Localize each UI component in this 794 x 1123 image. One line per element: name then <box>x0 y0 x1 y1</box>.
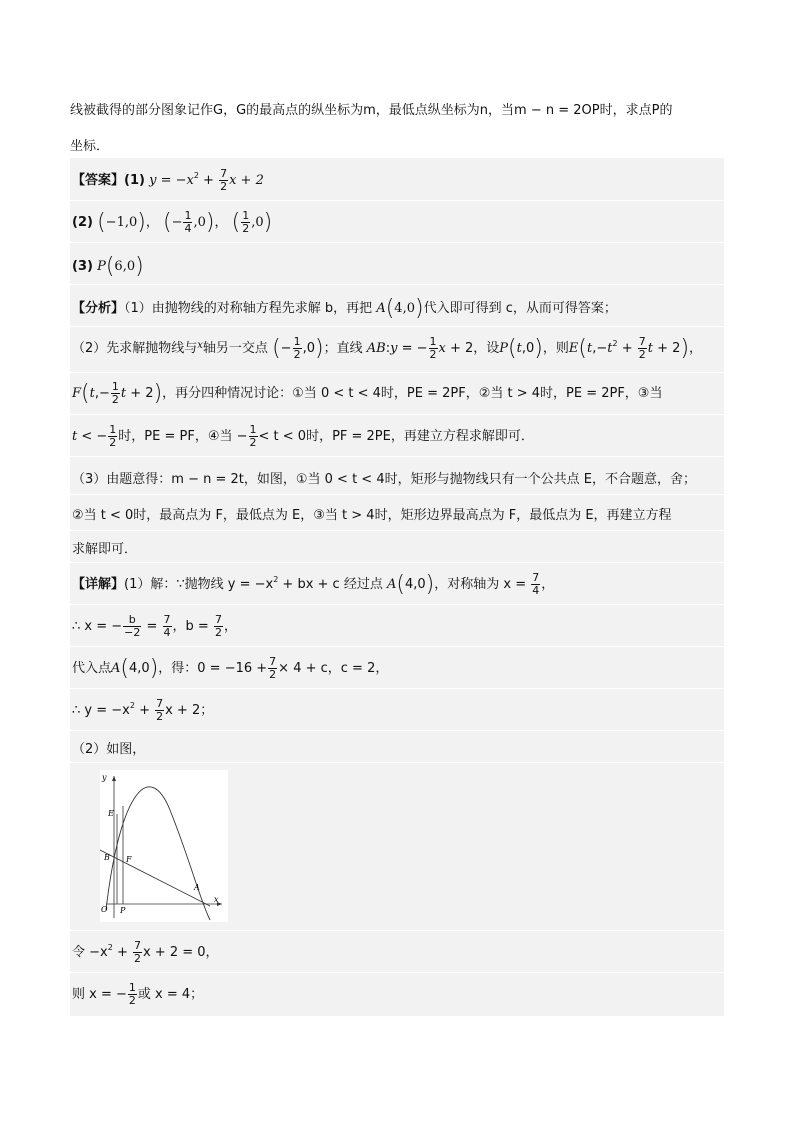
answer-line-2: (2) (−1,0)， (− $\frac{1}{4}$ ,0)， ( $\frac{1}{2}$ ,0) <box>72 209 273 235</box>
parabola-curve <box>106 787 210 920</box>
answer-label: 【答案】 <box>72 173 125 188</box>
detail-text: 则 x = − <box>72 987 127 1002</box>
divider <box>70 284 724 285</box>
analysis-line-4: t < − $\frac{1}{2}$ 时，PE = PF，④当 − $\frac{1}{2}$ < t < 0时，PF = 2PE，再建立方程求解即可． <box>72 423 534 449</box>
point-p: P <box>97 259 106 274</box>
answer-line-3: (3) P(6,0) <box>72 254 144 279</box>
divider <box>70 646 724 647</box>
point-p-value: 6,0 <box>114 259 136 274</box>
divider <box>70 972 724 973</box>
analysis-text: 代入即可得到 c，从而可得答案； <box>423 301 617 316</box>
detail-text: + bx + c 经过点 <box>278 577 383 592</box>
analysis-text: 时，PE = PF，④当 <box>118 429 233 444</box>
divider <box>70 762 724 763</box>
analysis-text: 轴另一交点 <box>202 341 268 356</box>
answer-1-expr-tail: x + 2 <box>229 173 264 188</box>
analysis-text: 设 <box>486 341 500 356</box>
label-y: y <box>102 773 107 782</box>
detail-line-1: 【详解】(1）解：∵抛物线 $y = -x^2$ + bx + c 经过点 A(4,0)，对称轴为 x = $\frac{7}{4}$ ， <box>72 571 555 597</box>
divider <box>70 688 724 689</box>
label-p: P <box>120 906 126 915</box>
divider <box>70 604 724 605</box>
detail-text: ∴ x = − <box>72 619 123 634</box>
divider <box>70 414 724 415</box>
detail-text: (1）解：∵抛物线 y = −x <box>124 577 274 592</box>
divider <box>70 730 724 731</box>
label-b: B <box>104 853 110 862</box>
parabola-graph <box>100 770 228 922</box>
analysis-line-6: ②当 t < 0时，最高点为 F，最低点为 E，③当 t > 4时，矩形边界最高点为 F，最低点为 E，再建立方程 <box>72 508 672 523</box>
detail-line-7: 则 x = − $\frac{1}{2}$ 或 x = 4； <box>72 981 204 1007</box>
divider <box>70 326 724 327</box>
detail-text: ∴ y = −x <box>72 703 130 718</box>
question-line-1: 线被截得的部分图象记作G，G的最高点的纵坐标为m，最低点纵坐标为n，当m − n = 2OP时，求点P的 <box>70 103 673 118</box>
divider <box>70 242 724 243</box>
detail-text: × 4 + c，c = 2， <box>278 661 389 676</box>
part-1-label: (1) <box>124 173 145 188</box>
analysis-text: （1）由抛物线的对称轴方程先求解 b，再把 <box>124 301 373 316</box>
label-a: A <box>194 883 200 892</box>
analysis-label: 【分析】 <box>72 301 125 316</box>
divider <box>70 456 724 457</box>
point-1: −1,0 <box>105 215 138 230</box>
point-3-tail: ,0 <box>251 215 264 230</box>
detail-text: 代入点 <box>72 661 112 676</box>
divider <box>70 494 724 495</box>
label-f: F <box>126 855 132 864</box>
divider <box>70 372 724 373</box>
analysis-text: 则 <box>555 341 569 356</box>
line-ab: AB <box>366 341 386 356</box>
detail-line-5: （2）如图， <box>72 742 146 757</box>
answer-line-1: 【答案】(1) $y = -x^2$ + $\frac{7}{2}$ x + 2 <box>72 167 264 193</box>
minus-sign: − <box>171 215 183 230</box>
divider <box>70 562 724 563</box>
detail-text: x + 2； <box>165 703 214 718</box>
question-text-2 <box>70 134 724 159</box>
detail-text: ，b = <box>172 619 209 634</box>
detail-text: x + 2 = 0， <box>142 945 219 960</box>
analysis-text: （2）先求解抛物线与 <box>72 341 198 356</box>
analysis-text: < t < 0时，PF = 2PE，再建立方程求解即可． <box>258 429 534 444</box>
part-3-label: (3) <box>72 259 93 274</box>
detail-text: ，得：0 = −16 + <box>158 661 268 676</box>
analysis-line-7: 求解即可． <box>72 542 138 557</box>
fraction: $\frac{7}{2}$ <box>220 167 228 193</box>
y-axis-arrow <box>112 776 116 781</box>
detail-text: 令 −x <box>72 945 108 960</box>
point-a-value: 4,0 <box>394 301 415 316</box>
part-2-label: (2) <box>72 215 93 230</box>
answer-1-expr: y = −x <box>149 173 194 188</box>
detail-label: 【详解】 <box>72 577 125 592</box>
point-a: A <box>376 301 386 316</box>
detail-line-6: 令 $-x^2$ + $\frac{7}{2}$ x + 2 = 0， <box>72 939 219 965</box>
detail-line-4: ∴ $y = -x^2$ + $\frac{7}{2}$ x + 2； <box>72 697 214 723</box>
parabola-figure <box>100 770 228 922</box>
analysis-line-1: 【分析】（1）由抛物线的对称轴方程先求解 b，再把 A(4,0)代入即可得到 c，从而可得答案； <box>72 296 617 321</box>
label-o: O <box>101 905 108 914</box>
question-line-2: 坐标． <box>70 139 110 154</box>
detail-text: ，对称轴为 x = <box>434 577 527 592</box>
divider <box>70 530 724 531</box>
detail-line-3: 代入点A(4,0)，得：0 = −16 + $\frac{7}{2}$ × 4 + c，c = 2， <box>72 655 389 681</box>
detail-text: 或 x = 4； <box>137 987 204 1002</box>
x-symbol: x <box>197 340 203 351</box>
question-text <box>70 98 724 123</box>
analysis-text: ，再分四种情况讨论：①当 0 < t < 4时，PE = 2PF，②当 t > 4时，PE = 2PF，③当 <box>162 386 663 401</box>
divider <box>70 930 724 931</box>
point-2-tail: ,0 <box>193 215 206 230</box>
divider <box>70 200 724 201</box>
analysis-text: ；直线 <box>323 341 363 356</box>
detail-line-2: ∴ x = − $\frac{b}{-2}$ = $\frac{7}{4}$ ，b = $\frac{7}{2}$ ， <box>72 613 237 639</box>
analysis-line-3: F(t,− $\frac{1}{2}$ t + 2)，再分四种情况讨论：①当 0 < t < 4时，PE = 2PF，②当 t > 4时，PE = 2PF，③当 <box>72 380 663 406</box>
analysis-line-5: （3）由题意得：m − n = 2t，如图，①当 0 < t < 4时，矩形与抛物线只有一个公共点 E，不合题意，舍； <box>72 472 696 487</box>
line-ab <box>100 850 210 906</box>
analysis-line-2: （2）先求解抛物线与$^x$轴另一交点 (− $\frac{1}{2}$ ,0)；直线 AB:y = − $\frac{1}{2}$ x + 2，设P(t,0)，则$E(t,-t^2$ + $\frac{7}{2}$ t + 2)， <box>72 335 703 361</box>
label-e: E <box>108 809 114 818</box>
label-x: x <box>214 895 219 904</box>
